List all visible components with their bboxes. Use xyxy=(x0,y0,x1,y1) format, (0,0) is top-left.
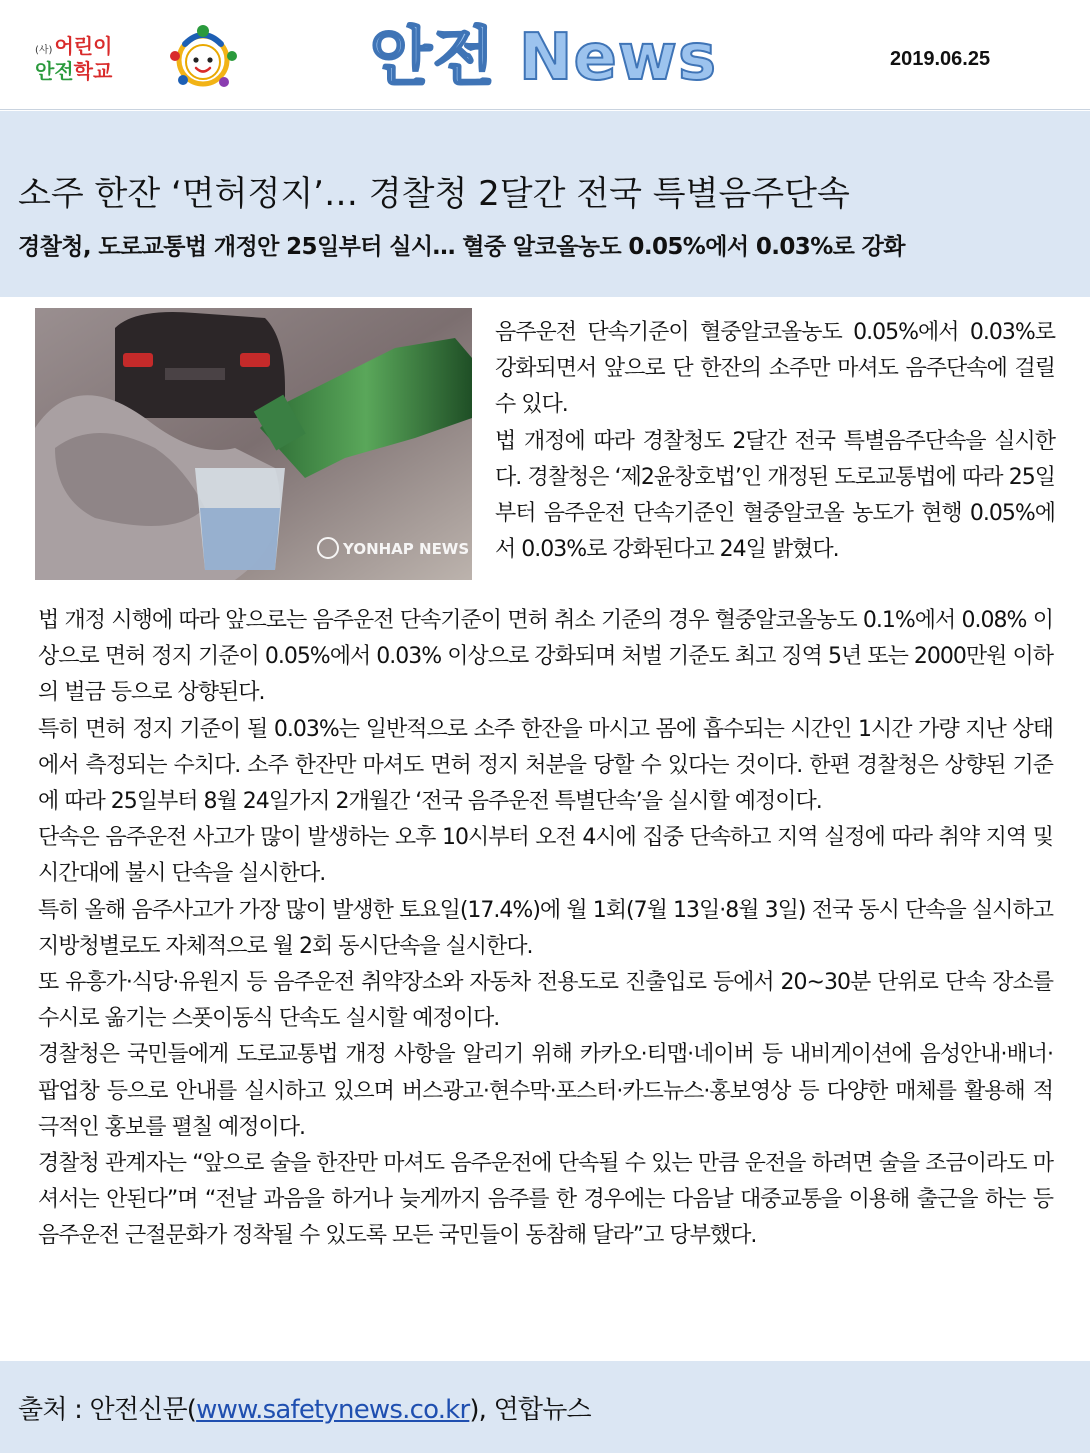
logo-line1: 어린이 xyxy=(54,34,113,58)
source-footer xyxy=(0,1361,1090,1453)
article-body xyxy=(38,603,1053,1255)
body-paragraph: 법 개정 시행에 따라 앞으로는 음주운전 단속기준이 면허 취소 기준의 경우 혈중알코올농도 0.1%에서 0.08% 이상으로 면허 정지 기준이 0.05%에서 0.03% 이상으로 강화되며 처벌 기준도 최고 징역 5년 또는 2000만원 이하의 벌금 등으로 상향된다. xyxy=(38,608,1053,706)
issue-date: 2019.06.25 xyxy=(890,48,991,70)
source-line xyxy=(18,1389,591,1426)
body-paragraph: 특히 올해 음주사고가 가장 많이 발생한 토요일(17.4%)에 월 1회(7월 13일·8월 3일) 전국 동시 단속을 실시하고 지방청별로도 자체적으로 월 2회 동시단속을 실시한다. xyxy=(38,897,1053,959)
logo-prefix: (사) xyxy=(35,45,53,56)
intro-paragraph: 음주운전 단속기준이 혈중알코올농도 0.05%에서 0.03%로 강화되면서 앞으로 단 한잔의 소주만 마셔도 음주단속에 걸릴 수 있다. xyxy=(495,320,1055,418)
school-logo xyxy=(35,22,245,92)
body-paragraph: 특히 면허 정지 기준이 될 0.03%는 일반적으로 소주 한잔을 마시고 몸에 흡수되는 시간인 1시간 가량 지난 상태에서 측정되는 수치다. 소주 한잔만 마셔도 면허 정지 처분을 당할 수 있다는 것이다. 한편 경찰청은 상향된 기준에 따라 25일부터 8월 24일가지 2개월간 ‘전국 음주운전 특별단속’을 실시할 예정이다. xyxy=(38,716,1053,815)
photo-watermark: YONHAP NEWS xyxy=(343,540,470,558)
mascot-icon xyxy=(155,22,245,92)
source-label: 출처 : 안전신문( xyxy=(18,1395,197,1425)
logo-wordmark xyxy=(35,36,112,81)
drunk-driving-illustration xyxy=(35,308,472,580)
source-link[interactable]: www.safetynews.co.kr xyxy=(196,1395,470,1425)
body-paragraph: 단속은 음주운전 사고가 많이 발생하는 오후 10시부터 오전 4시에 집중 단속하고 지역 실정에 따라 취약 지역 및 시간대에 불시 단속을 실시한다. xyxy=(38,825,1053,887)
masthead-title: 안전 News xyxy=(370,21,718,95)
logo-line2-a: 안전 xyxy=(35,59,74,83)
source-suffix: ), 연합뉴스 xyxy=(469,1395,591,1425)
body-paragraph: 또 유흥가·식당·유원지 등 음주운전 취약장소와 자동차 전용도로 진출입로 등에서 20~30분 단위로 단속 장소를 수시로 옮기는 스폿이동식 단속도 실시할 예정이다. xyxy=(38,970,1053,1032)
logo-line2-b: 학교 xyxy=(73,59,113,83)
article-photo xyxy=(35,308,472,580)
article-intro-column xyxy=(495,315,1055,568)
newsletter-header xyxy=(0,0,1090,110)
body-paragraph: 경찰청은 국민들에게 도로교통법 개정 사항을 알리기 위해 카카오·티맵·네이버 등 내비게이션에 음성안내·배너·팝업창 등으로 안내를 실시하고 있으며 버스광고·현수막·포스터·카드뉴스·홍보영상 등 다양한 매체를 활용해 적극적인 홍보를 펼칠 예정이다. xyxy=(38,1042,1053,1140)
article-headline: 소주 한잔 ‘면허정지’… 경찰청 2달간 전국 특별음주단속 xyxy=(18,174,850,214)
article-subheadline: 경찰청, 도로교통법 개정안 25일부터 실시… 혈중 알코올농도 0.05%에서 0.03%로 강화 xyxy=(18,234,905,260)
body-paragraph: 경찰청 관계자는 “앞으로 술을 한잔만 마셔도 음주운전에 단속될 수 있는 만큼 운전을 하려면 술을 조금이라도 마셔서는 안된다”며 “전날 과음을 하거나 늦게까지 음주를 한 경우에는 다음날 대중교통을 이용해 출근을 하는 등 음주운전 근절문화가 정착될 수 있도록 모든 국민들이 동참해 달라”고 당부했다. xyxy=(38,1151,1053,1249)
intro-paragraph: 법 개정에 따라 경찰청도 2달간 전국 특별음주단속을 실시한다. 경찰청은 ‘제2윤창호법’인 개정된 도로교통법에 따라 25일부터 음주운전 단속기준인 혈중알코올 농도가 현행 0.05%에서 0.03%로 강화된다고 24일 밝혔다. xyxy=(495,428,1055,563)
headline-band xyxy=(0,111,1090,297)
